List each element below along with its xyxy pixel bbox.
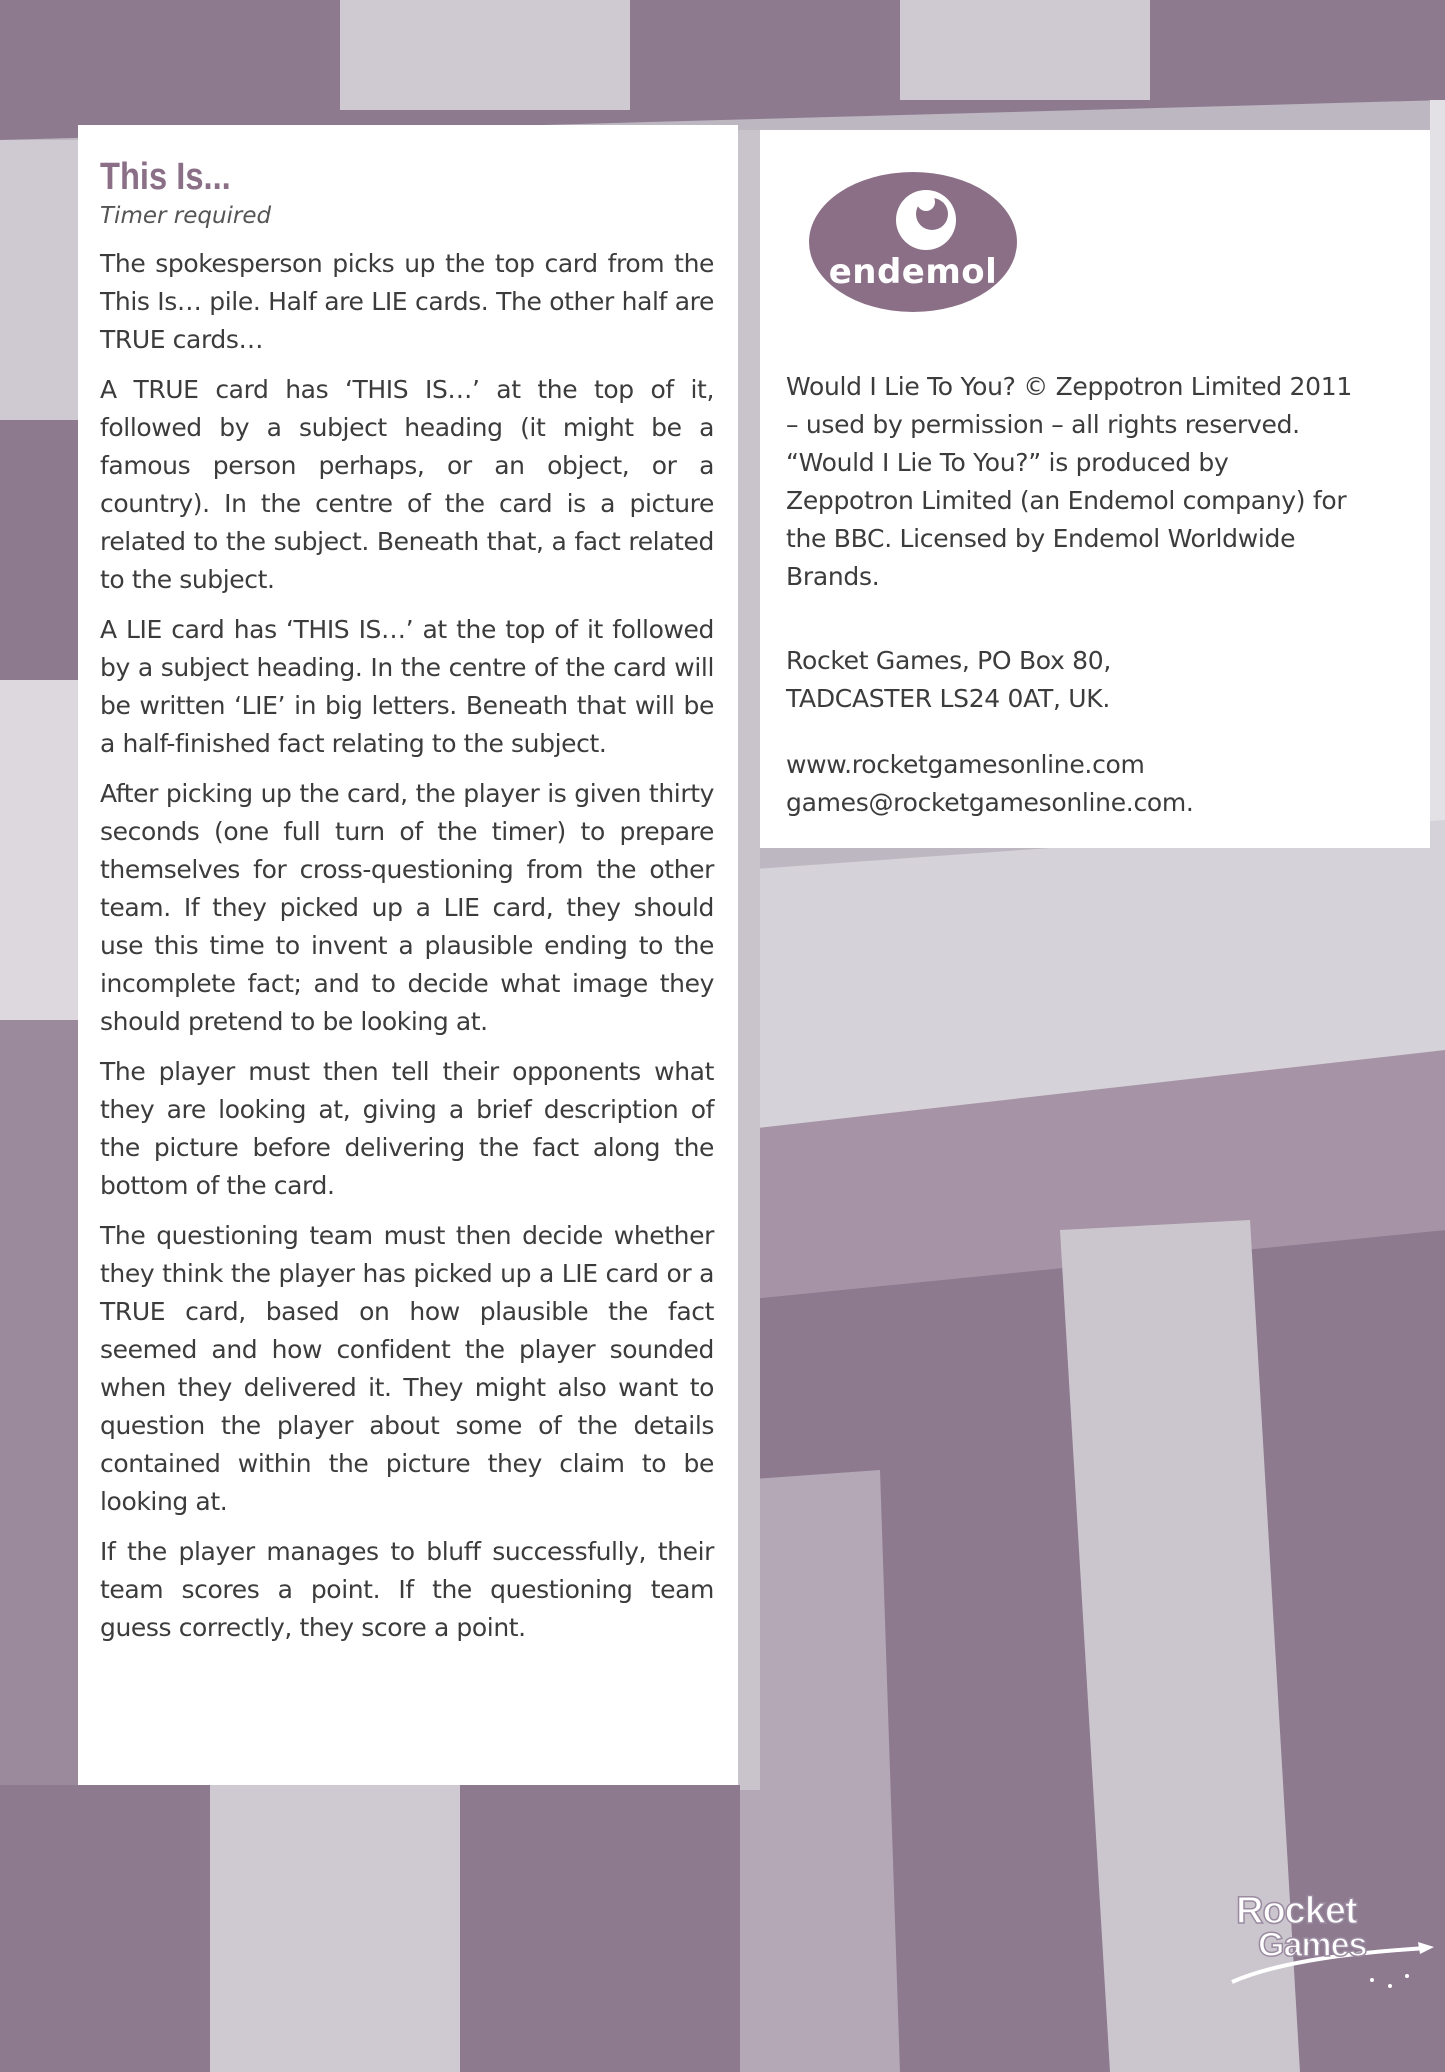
- copyright-notice: [786, 368, 1400, 596]
- rocket-logo-line1: Rocket: [1236, 1890, 1357, 1932]
- copyright-line: “Would I Lie To You?” is produced by: [786, 448, 1229, 477]
- this-is-rules-panel: [78, 125, 738, 1785]
- rules-paragraph: A LIE card has ‘THIS IS…’ at the top of it followed by a subject heading. In the centre of the card will be written ‘LIE’ in big letters. Beneath that will be a half-finished fact relating to the subject.: [100, 615, 714, 758]
- rocket-games-logo: [1222, 1890, 1437, 1995]
- copyright-line: Brands.: [786, 562, 880, 591]
- rocket-logo-line2: Games: [1258, 1926, 1367, 1964]
- postal-address: [786, 642, 1400, 718]
- rules-paragraph: The spokesperson picks up the top card from the This Is… pile. Half are LIE cards. The other half are TRUE cards…: [100, 249, 714, 354]
- copyright-line: – used by permission – all rights reserved.: [786, 410, 1300, 439]
- email-link[interactable]: games@rocketgamesonline.com.: [786, 788, 1194, 817]
- rules-paragraph: The questioning team must then decide whether they think the player has picked up a LIE card or a TRUE card, based on how plausible the fact seemed and how confident the player sounded when they delivered it. They might also want to question the player about some of the details contained within the picture they claim to be looking at.: [100, 1221, 714, 1516]
- website-link[interactable]: www.rocketgamesonline.com: [786, 750, 1145, 779]
- rules-paragraph: A TRUE card has ‘THIS IS…’ at the top of it, followed by a subject heading (it might be a famous person perhaps, or an object, or a country). In the centre of the card is a picture related to the subject. Beneath that, a fact related to the subject.: [100, 375, 714, 594]
- copyright-line: Zeppotron Limited (an Endemol company) for: [786, 486, 1347, 515]
- endemol-logo: [808, 164, 1018, 314]
- rules-paragraph: The player must then tell their opponents what they are looking at, giving a brief description of the picture before delivering the fact along the bottom of the card.: [100, 1057, 714, 1200]
- copyright-line: Would I Lie To You? © Zeppotron Limited 2011: [786, 372, 1352, 401]
- section-title: This Is...: [100, 156, 231, 198]
- rules-paragraph: After picking up the card, the player is given thirty seconds (one full turn of the timer) to prepare themselves for cross-questioning from the other team. If they picked up a LIE card, they should use this time to invent a plausible ending to the incomplete fact; and to decide what image they should pretend to be looking at.: [100, 779, 714, 1036]
- rules-paragraph: If the player manages to bluff successfully, their team scores a point. If the questioning team guess correctly, they score a point.: [100, 1537, 714, 1642]
- credits-panel: [760, 130, 1430, 848]
- endemol-logo-text: endemol: [828, 252, 998, 292]
- address-line: Rocket Games, PO Box 80,: [786, 646, 1112, 675]
- section-subtitle: Timer required: [100, 203, 272, 229]
- contact-info: [786, 746, 1400, 822]
- address-line: TADCASTER LS24 0AT, UK.: [786, 684, 1111, 713]
- copyright-line: the BBC. Licensed by Endemol Worldwide: [786, 524, 1296, 553]
